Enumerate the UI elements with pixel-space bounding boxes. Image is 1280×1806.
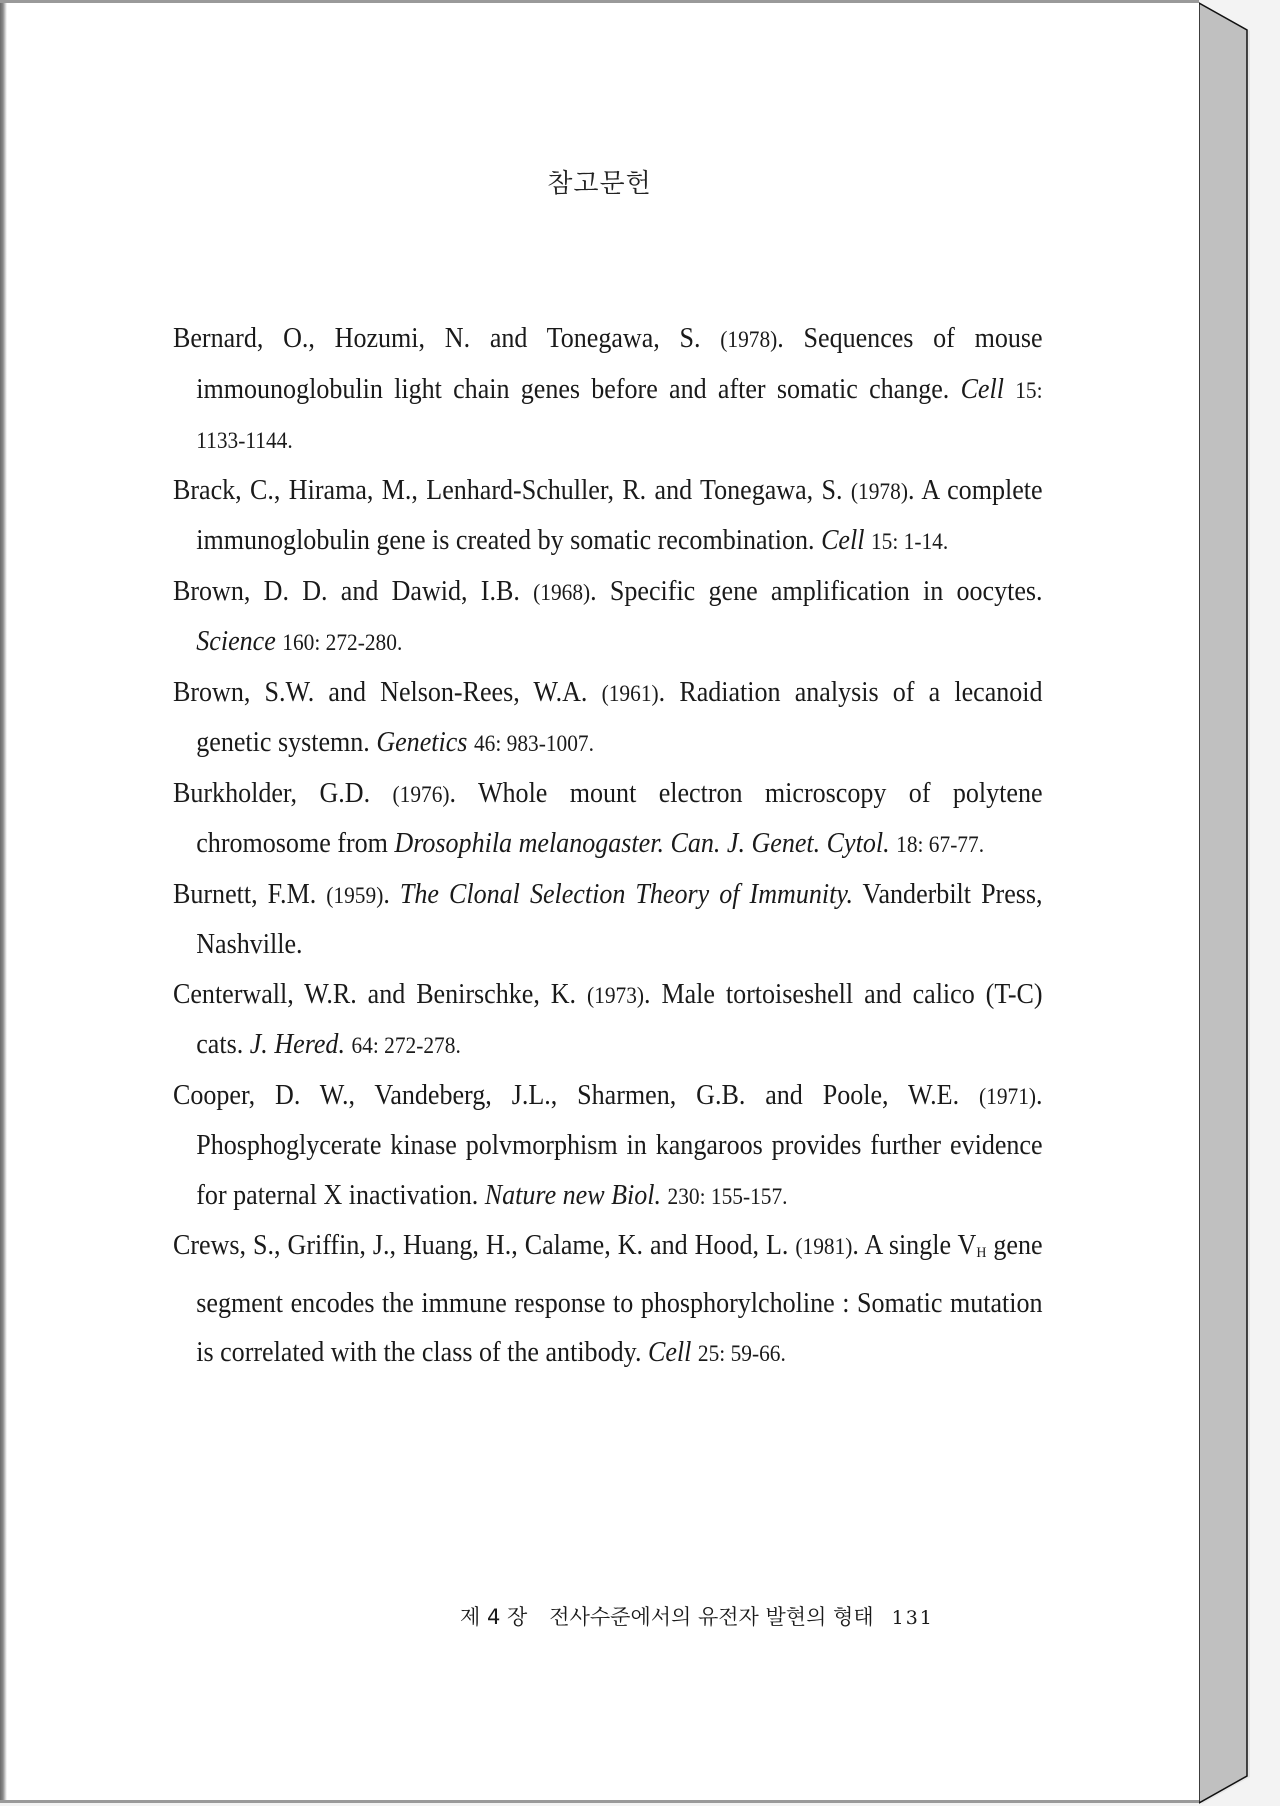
ref-citation: 46: 983-1007.: [473, 731, 594, 756]
reference-list: [173, 314, 1043, 1379]
footer-chapter-title: 전사수준에서의 유전자 발현의 형태: [549, 1605, 874, 1629]
page-number: 131: [891, 1607, 934, 1629]
running-title: 참고문헌: [547, 169, 652, 199]
ref-authors: Burnett, F.M.: [173, 878, 317, 910]
ref-authors: Bernard, O., Hozumi, N. and Tonegawa, S.: [173, 323, 701, 354]
ref-authors: Burkholder, G.D.: [173, 777, 371, 809]
ref-year: (1959): [326, 882, 384, 908]
ref-title: . Whole mount electron microscopy of polytene chromosome from: [196, 777, 1043, 859]
ref-year: (1978): [850, 478, 908, 504]
ref-title: . Sequences of mouse immounoglobulin light chain genes before and after somatic change.: [196, 323, 1043, 405]
ref-year: (1976): [392, 781, 450, 807]
ref-title: . Specific gene amplification in oocytes.: [590, 575, 1043, 607]
ref-citation: 160: 272-280.: [282, 630, 403, 655]
ref-title: . Phosphoglycerate kinase polvmorphism in kangaroos provides further evidence for paternal X inactivation.: [196, 1079, 1043, 1211]
ref-journal: Cell: [960, 373, 1004, 405]
ref-title: . A complete immunoglobulin gene is created by somatic recombination.: [196, 474, 1043, 556]
ref-journal: Cell: [647, 1337, 692, 1368]
ref-title: . Radiation analysis of a lecanoid genetic systemn.: [196, 676, 1043, 758]
footer-chapter: 제 4 장: [460, 1605, 528, 1629]
ref-book-title: The Clonal Selection Theory of Immunity.: [399, 878, 853, 910]
ref-title: . Male tortoiseshell and calico (T-C) cats.: [196, 978, 1043, 1060]
ref-citation: 25: 59-66.: [697, 1341, 786, 1366]
ref-authors: Centerwall, W.R. and Benirschke, K.: [173, 978, 577, 1010]
ref-title: . A single V: [852, 1230, 977, 1261]
ref-citation: 64: 272-278.: [351, 1033, 461, 1058]
ref-authors: Brack, C., Hirama, M., Lenhard-Schuller, R. and Tonegawa, S.: [173, 474, 843, 506]
ref-authors: Brown, S.W. and Nelson-Rees, W.A.: [173, 676, 588, 708]
ref-citation: 18: 67-77.: [896, 832, 985, 857]
ref-journal: Science: [196, 626, 276, 657]
ref-journal: J. Hered.: [249, 1029, 345, 1060]
ref-year: (1973): [586, 982, 645, 1008]
reference-item: [173, 769, 1043, 870]
ref-journal: Cell: [821, 525, 865, 556]
ref-species: Drosophila melanogaster.: [394, 828, 664, 859]
reference-item: [173, 1221, 1043, 1379]
ref-citation: 15: 1-14.: [870, 529, 949, 554]
reference-item: [173, 668, 1043, 769]
ref-year: (1971): [979, 1083, 1037, 1109]
ref-subscript: H: [976, 1245, 987, 1261]
ref-year: (1968): [533, 579, 591, 605]
reference-item: Burnett, F.M. (1959). The Clonal Selection Theory of Immunity. Vanderbilt Press, Nashville.: [173, 878, 1043, 960]
ref-authors: Cooper, D. W., Vandeberg, J.L., Sharmen, G.B. and Poole, W.E.: [173, 1079, 960, 1111]
ref-authors: Brown, D. D. and Dawid, I.B.: [173, 575, 520, 607]
reference-item: [173, 970, 1043, 1071]
ref-journal: Nature new Biol.: [484, 1179, 662, 1211]
ref-year: (1981): [795, 1234, 853, 1259]
ref-title-cont: gene segment encodes the immune response to phosphorylcholine : Somatic mutation is correlated with the class of the antibody.: [196, 1230, 1043, 1368]
ref-journal: Can. J. Genet. Cytol.: [670, 828, 890, 859]
page-footer: [460, 1601, 1000, 1631]
reference-item: [173, 1071, 1043, 1222]
ref-year: (1961): [601, 680, 659, 706]
reference-item: [173, 314, 1043, 466]
book-spine-edge: [1199, 0, 1251, 1806]
ref-citation: 15: 1133-1144.: [196, 377, 1043, 453]
ref-year: (1978): [720, 327, 778, 352]
ref-journal: Genetics: [376, 727, 468, 758]
reference-item: [173, 466, 1043, 567]
reference-item: [173, 567, 1043, 668]
page-content: [0, 3, 1199, 1803]
ref-citation: 230: 155-157.: [667, 1183, 788, 1209]
ref-publisher: Vanderbilt Press, Nashville.: [196, 878, 1043, 960]
ref-authors: Crews, S., Griffin, J., Huang, H., Calame, K. and Hood, L.: [173, 1230, 789, 1261]
